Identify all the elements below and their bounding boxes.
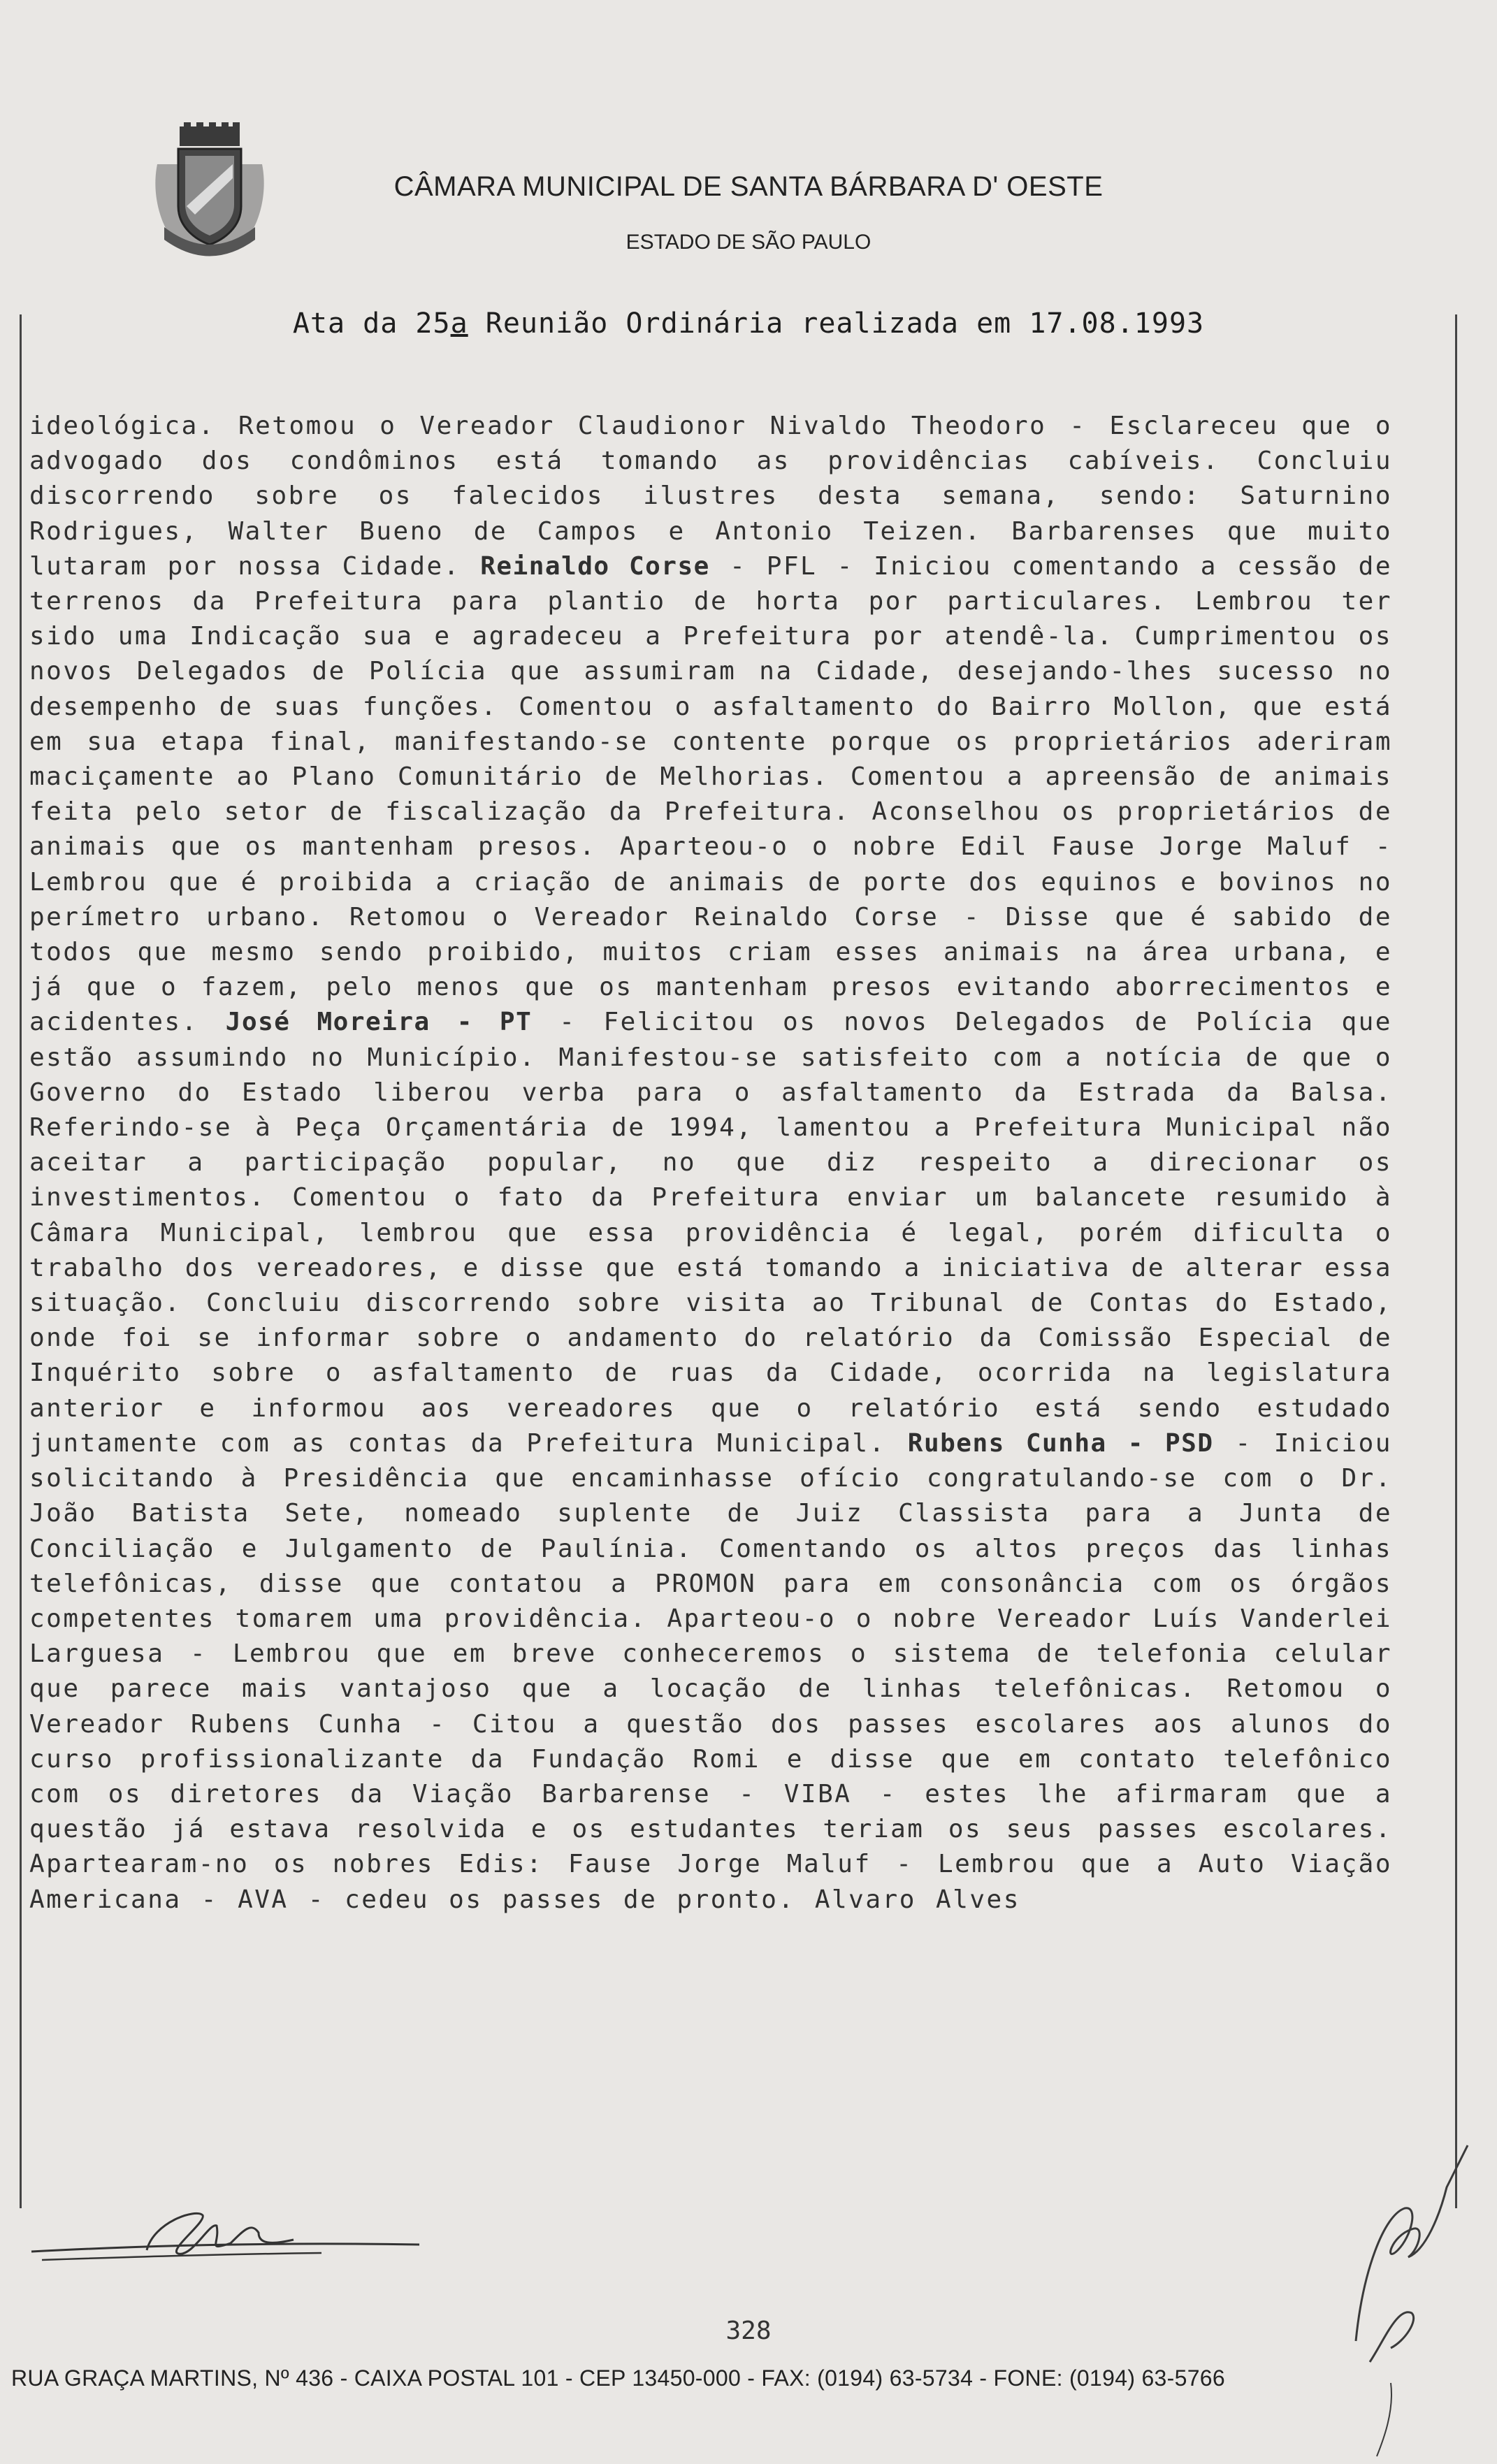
page-number: 328 [725, 2317, 772, 2345]
signature-icon [28, 2201, 426, 2278]
organization-name: CÂMARA MUNICIPAL DE SANTA BÁRBARA D' OESTE [393, 171, 1104, 202]
right-margin-line [1455, 314, 1457, 2208]
body-segment-4: - Iniciou solicitando à Presidência que encaminhasse ofício congratulando-se com o Dr. João Batista Sete, nomeado suplente de Juiz Classista para a Junta de Conciliação e Julgamento de Paulínia. Comentando os altos preços das linhas telefônicas, disse que contatou a PROMON para em consonância com os órgãos competentes tomarem uma providência. Aparteou-o o nobre Vereador Luís Vanderlei Larguesa - Lembrou que em breve conheceremos o sistema de telefonia celular que parece mais vantajoso que a locação de linhas telefônicas. Retomou o Vereador Rubens Cunha - Citou a questão dos passes escolares aos alunos do curso profissionalizante da Fundação Romi e disse que em contato telefônico com os diretores da Viação Barbarense - VIBA - estes lhe afirmaram que a questão já estava resolvida e os estudantes teriam os seus passes escolares. Apartearam-no os nobres Edis: Fause Jorge Maluf - Lembrou que a Auto Viação Americana - AVA - cedeu os passes de pronto. Alvaro Alves [29, 1428, 1392, 1914]
minutes-title [0, 307, 1497, 340]
organization-state: ESTADO DE SÃO PAULO [625, 231, 872, 254]
minutes-paragraph [29, 409, 1392, 1918]
speaker-name-rubens-cunha: Rubens Cunha - PSD [907, 1428, 1214, 1458]
footer-address: RUA GRAÇA MARTINS, Nº 436 - CAIXA POSTAL 101 - CEP 13450-000 - FAX: (0194) 63-5734 - FONE: (0194) 63-5766 [11, 2365, 1225, 2391]
side-signature-icon [1342, 2131, 1482, 2460]
body-segment-3: - Felicitou os novos Delegados de Polícia que estão assumindo no Município. Manifestou-se satisfeito com a notícia de que o Governo do Estado liberou verba para o asfaltamento da Estrada da Balsa. Referindo-se à Peça Orçamentária de 1994, lamentou a Prefeitura Municipal não aceitar a participação popular, no que diz respeito a direcionar os investimentos. Comentou o fato da Prefeitura enviar um balancete resumido à Câmara Municipal, lembrou que essa providência é legal, porém dificulta o trabalho dos vereadores, e disse que está tomando a iniciativa de alterar essa situação. Concluiu discorrendo sobre visita ao Tribunal de Contas do Estado, onde foi se informar sobre o andamento do relatório da Comissão Especial de Inquérito sobre o asfaltamento de ruas da Cidade, ocorrida na legislatura anterior e informou aos vereadores que o relatório está sendo estudado juntamente com as contas da Prefeitura Municipal. [29, 1008, 1392, 1458]
speaker-name-reinaldo-corse: Reinaldo Corse [480, 551, 710, 581]
left-margin-line [20, 314, 22, 2208]
body-segment-1: ideológica. Retomou o Vereador Claudionor Nivaldo Theodoro - Esclareceu que o advogado dos condôminos está tomando as providências cabíveis. Concluiu discorrendo sobre os falecidos ilustres desta semana, sendo: Saturnino Rodrigues, Walter Bueno de Campos e Antonio Teizen. Barbarenses que muito lutaram por nossa Cidade. [29, 412, 1392, 581]
minutes-body [29, 409, 1392, 1918]
body-segment-2: - PFL - Iniciou comentando a cessão de terrenos da Prefeitura para plantio de horta por particulares. Lembrou ter sido uma Indicação sua e agradeceu a Prefeitura por atendê-la. Cumprimentou os novos Delegados de Polícia que assumiram na Cidade, desejando-lhes sucesso no desempenho de suas funções. Comentou o asfaltamento do Bairro Mollon, que está em sua etapa final, manifestando-se contente porque os proprietários aderiram maciçamente ao Plano Comunitário de Melhorias. Comentou a apreensão de animais feita pelo setor de fiscalização da Prefeitura. Aconselhou os proprietários de animais que os mantenham presos. Aparteou-o o nobre Edil Fause Jorge Maluf - Lembrou que é proibida a criação de animais de porte dos equinos e bovinos no perímetro urbano. Retomou o Vereador Reinaldo Corse - Disse que é sabido de todos que mesmo sendo proibido, muitos criam esses animais na área urbana, e já que o fazem, pelo menos que os mantenham presos evitando aborrecimentos e acidentes. [29, 551, 1392, 1037]
speaker-name-jose-moreira: José Moreira - PT [225, 1008, 533, 1037]
minutes-title-suffix: Reunião Ordinária realizada em 17.08.1993 [468, 307, 1205, 340]
minutes-title-prefix: Ata da 25 [292, 307, 451, 340]
minutes-title-ordinal: a [450, 307, 468, 340]
